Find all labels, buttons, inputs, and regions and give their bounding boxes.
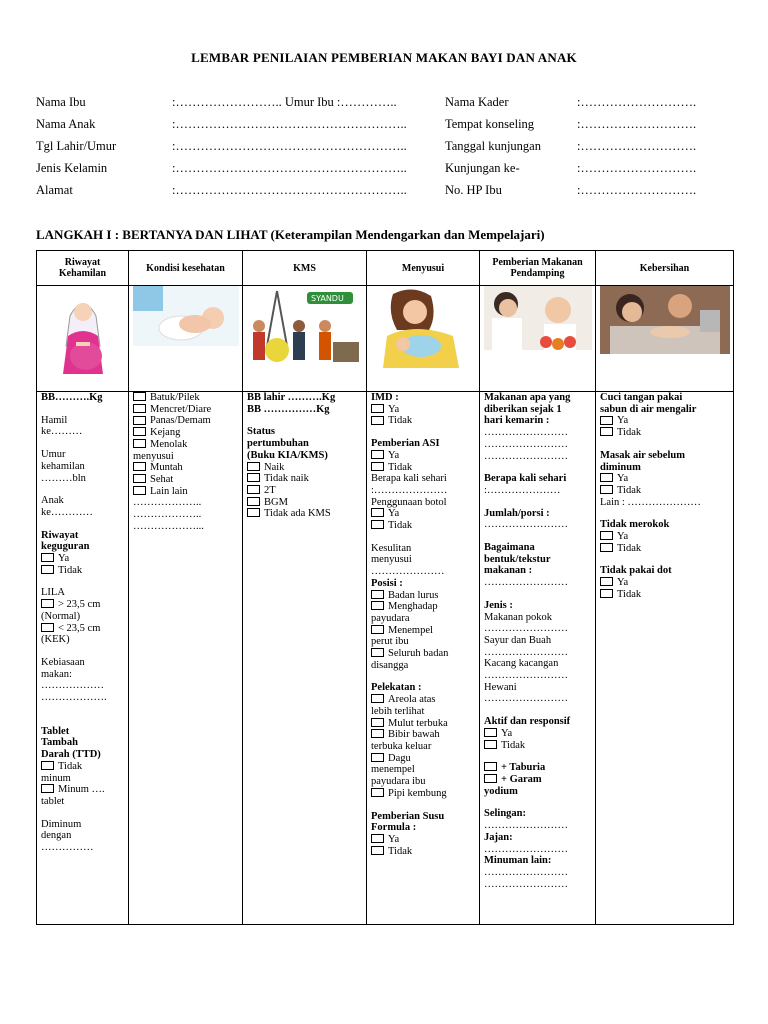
lain-field[interactable]: ……………….. — [133, 497, 202, 509]
field-kunjungan[interactable]: :………………………. — [577, 161, 697, 175]
checkbox[interactable] — [41, 553, 54, 562]
checkbox[interactable] — [484, 762, 497, 771]
checkbox[interactable] — [133, 462, 146, 471]
bb-field[interactable]: BB……….Kg — [41, 392, 103, 403]
checkbox[interactable] — [600, 531, 613, 540]
checkbox[interactable] — [600, 577, 613, 586]
breastfeeding-illustration — [367, 286, 480, 392]
checkbox[interactable] — [247, 485, 260, 494]
feeding-child-photo — [480, 286, 596, 392]
pregnant-woman-illustration — [37, 286, 129, 392]
checkbox[interactable] — [41, 599, 54, 608]
kms-cell: BB lahir ……….Kg BB ……………Kg Status pertumbuhan (Buku KIA/KMS) Naik Tidak naik 2T BGM Tidak ada KMS — [243, 392, 367, 925]
anak-ke-field[interactable]: ke………… — [41, 506, 93, 518]
kebiasaan-field[interactable]: ………………. — [41, 692, 107, 704]
field-jenis-kelamin[interactable]: :……………………………………………….. — [172, 161, 407, 175]
checkbox[interactable] — [133, 392, 146, 401]
berapa-kali-field[interactable]: :………………… — [371, 484, 448, 496]
jajan-field[interactable]: …………………… — [484, 843, 568, 855]
identity-row: Tgl Lahir/Umur :……………………………………………….. Tanggal kunjungan :………………………. — [36, 139, 697, 153]
checkbox[interactable] — [247, 473, 260, 482]
checkbox[interactable] — [600, 589, 613, 598]
col-header-mp: Pemberian Makanan Pendamping — [480, 251, 596, 286]
field-alamat[interactable]: :……………………………………………….. — [172, 183, 407, 197]
jenis-field[interactable]: …………………… — [484, 693, 568, 705]
checkbox[interactable] — [371, 753, 384, 762]
selingan-field[interactable]: …………………… — [484, 820, 568, 832]
field-hp[interactable]: :………………………. — [577, 183, 697, 197]
checkbox[interactable] — [247, 508, 260, 517]
checkbox[interactable] — [41, 565, 54, 574]
checkbox[interactable] — [600, 543, 613, 552]
minuman-field[interactable]: …………………… — [484, 878, 568, 890]
checkbox[interactable] — [371, 450, 384, 459]
makanan-field[interactable]: …………………… — [484, 438, 568, 450]
bb-lahir-field[interactable]: BB lahir ……….Kg — [247, 392, 336, 403]
col-header-riwayat: Riwayat Kehamilan — [37, 251, 129, 286]
col-header-kondisi: Kondisi kesehatan — [129, 251, 243, 286]
menyusui-cell: IMD : Ya Tidak Pemberian ASI Ya Tidak Berapa kali sehari :………………… Penggunaan botol Ya Tidak Kesulitan menyusui ………………… Posisi : Badan lurus Menghadap payudara Menempel perut ibu Seluruh badan disangga Pelekatan : Areola atas lebih terlihat Mulut terbuka Bibir bawah terbuka keluar Dagu menempel payudara ibu Pipi kembung Pemberian Susu Formula : Ya Tidak — [367, 392, 480, 925]
checkbox[interactable] — [484, 740, 497, 749]
checkbox[interactable] — [371, 508, 384, 517]
checkbox[interactable] — [371, 788, 384, 797]
berapa-kali-field[interactable]: :………………… — [484, 484, 561, 496]
baby-photo — [129, 286, 243, 392]
checkbox[interactable] — [600, 473, 613, 482]
checkbox[interactable] — [371, 462, 384, 471]
minuman-field[interactable]: …………………… — [484, 866, 568, 878]
makanan-field[interactable]: …………………… — [484, 427, 568, 439]
checkbox[interactable] — [41, 784, 54, 793]
checkbox[interactable] — [371, 834, 384, 843]
checkbox[interactable] — [133, 427, 146, 436]
tekstur-field[interactable]: …………………… — [484, 577, 568, 589]
col-header-menyusui: Menyusui — [367, 251, 480, 286]
jenis-field[interactable]: …………………… — [484, 646, 568, 658]
checkbox[interactable] — [484, 774, 497, 783]
identity-row: Alamat :……………………………………………….. No. HP Ibu :………………………. — [36, 183, 697, 197]
checkbox[interactable] — [133, 439, 146, 448]
checkbox[interactable] — [371, 590, 384, 599]
kesulitan-field[interactable]: ………………… — [371, 566, 445, 578]
identity-row: Nama Ibu :…………………….. Umur Ibu :………….. Nama Kader :………………………. — [36, 95, 697, 109]
identity-row: Jenis Kelamin :……………………………………………….. Kunjungan ke- :………………………. — [36, 161, 697, 175]
field-tgl-lahir[interactable]: :……………………………………………….. — [172, 139, 407, 153]
checkbox[interactable] — [247, 497, 260, 506]
makanan-pendamping-cell: Makanan apa yang diberikan sejak 1 hari kemarin : …………………… …………………… …………………… Berapa kali sehari :………………… Jumlah/porsi : …………………… Bagaimana bentuk/tekstur makanan : …………………… Jenis : Makanan pokok …………………… Sayur dan Buah …………………… Kacang kacangan …………………… Hewani …………………… Aktif dan responsif Ya Tidak + Taburia + Garam yodium Selingan: …………………… Jajan: …………………… Minuman lain: …………………… …………………… — [480, 392, 596, 925]
checkbox[interactable] — [484, 728, 497, 737]
checkbox[interactable] — [247, 462, 260, 471]
checkbox[interactable] — [133, 474, 146, 483]
checkbox[interactable] — [133, 404, 146, 413]
checkbox[interactable] — [41, 623, 54, 632]
svg-text:SYANDU: SYANDU — [311, 294, 344, 303]
lain-field[interactable]: ……………….. — [133, 509, 202, 521]
field-tanggal[interactable]: :………………………. — [577, 139, 697, 153]
diminum-field[interactable]: …………… — [41, 842, 94, 854]
checkbox[interactable] — [371, 601, 384, 610]
col-header-kms: KMS — [243, 251, 367, 286]
checkbox[interactable] — [600, 416, 613, 425]
checkbox[interactable] — [133, 486, 146, 495]
kebersihan-cell: Cuci tangan pakai sabun di air mengalir Ya Tidak Masak air sebelum diminum Ya Tidak Lain : ………………… Tidak merokok Ya Tidak Tidak pakai dot Ya Tidak — [596, 392, 734, 925]
step-title: LANGKAH I : BERTANYA DAN LIHAT (Keterampilan Mendengarkan dan Mempelajari) — [36, 227, 545, 242]
assessment-table — [36, 250, 734, 925]
jenis-field[interactable]: …………………… — [484, 623, 568, 635]
checkbox[interactable] — [371, 625, 384, 634]
lain-field[interactable]: Lain : ………………… — [600, 496, 701, 508]
hamil-ke-field[interactable]: ke……… — [41, 426, 83, 438]
umur-kehamilan-field[interactable]: ………bln — [41, 472, 86, 484]
lain-field[interactable]: ………………... — [133, 520, 204, 532]
kondisi-kesehatan-cell: Batuk/Pilek Mencret/Diare Panas/Demam Kejang Menolak menyusui Muntah Sehat Lain lain ……………….. ……………….. ………………... — [129, 392, 243, 925]
checkbox[interactable] — [371, 404, 384, 413]
handwashing-photo — [596, 286, 734, 392]
riwayat-kehamilan-cell: BB……….Kg Hamil ke……… Umur kehamilan ………bln Anak ke………… Riwayat keguguran Ya Tidak LILA > 23,5 cm (Normal) < 23,5 cm (KEK) Kebiasaan makan: ……………… ………………. Tablet Tambah Darah (TTD) Tidak minum Minum …. tablet Diminum dengan …………… — [37, 392, 129, 925]
field-tempat[interactable]: :………………………. — [577, 117, 697, 131]
checkbox[interactable] — [600, 485, 613, 494]
posyandu-illustration — [243, 286, 367, 392]
checkbox[interactable] — [133, 416, 146, 425]
makanan-field[interactable]: …………………… — [484, 450, 568, 462]
checkbox[interactable] — [371, 846, 384, 855]
jenis-field[interactable]: …………………… — [484, 670, 568, 682]
col-header-kebersihan: Kebersihan — [596, 251, 734, 286]
jumlah-field[interactable]: …………………… — [484, 519, 568, 531]
checkbox[interactable] — [600, 427, 613, 436]
bb-field[interactable]: BB ……………Kg — [247, 403, 330, 415]
field-kader[interactable]: :………………………. — [577, 95, 697, 109]
identity-row: Nama Anak :……………………………………………….. Tempat konseling :………………………. — [36, 117, 697, 131]
field-ibu[interactable]: :…………………….. Umur Ibu :………….. — [172, 95, 397, 109]
checkbox[interactable] — [371, 648, 384, 657]
checkbox[interactable] — [371, 729, 384, 738]
page-title: LEMBAR PENILAIAN PEMBERIAN MAKAN BAYI DAN ANAK — [191, 50, 577, 65]
checkbox[interactable] — [371, 520, 384, 529]
checkbox[interactable] — [371, 416, 384, 425]
checkbox[interactable] — [371, 718, 384, 727]
kebiasaan-field[interactable]: ……………… — [41, 680, 104, 692]
checkbox[interactable] — [41, 761, 54, 770]
checkbox[interactable] — [371, 694, 384, 703]
field-anak[interactable]: :……………………………………………….. — [172, 117, 407, 131]
